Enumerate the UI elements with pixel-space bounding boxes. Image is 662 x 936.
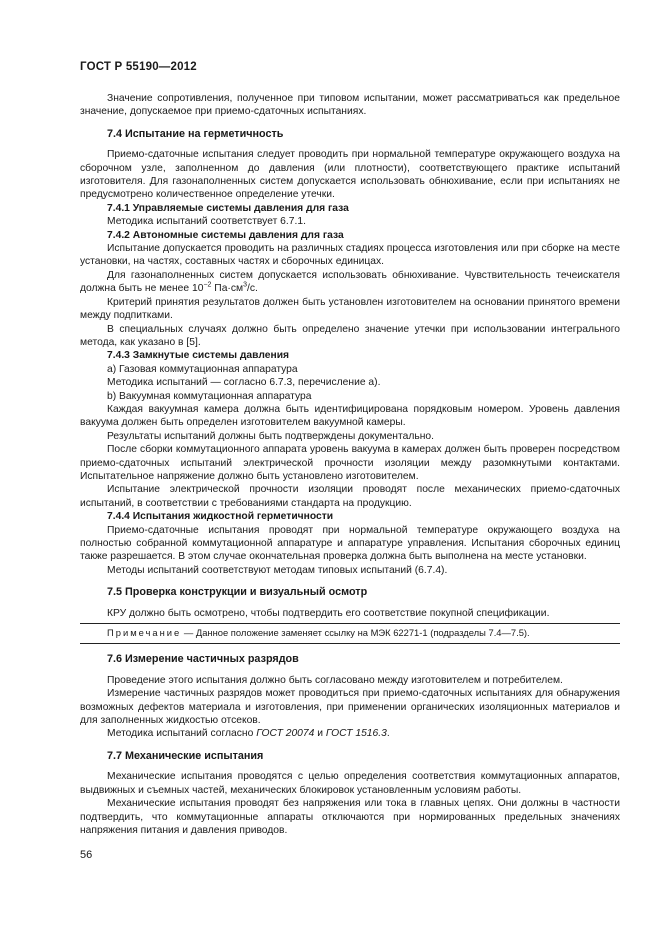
note-box	[80, 623, 620, 644]
subsection-heading: 7.4.3 Замкнутые системы давления	[107, 350, 290, 362]
paragraph-fragment: и	[314, 728, 326, 740]
paragraph: Испытание допускается проводить на различных стадиях процесса изготовления или при сборке на месте установки, на частях, составных частях и сборочных единицах.	[80, 243, 620, 268]
paragraph	[80, 269, 620, 296]
paragraph-fragment: /с.	[247, 283, 258, 295]
paragraph: В специальных случаях должно быть определено значение утечки при использовании интегрального метода, как указано в [5].	[80, 323, 620, 348]
paragraph-fragment: Методика испытаний согласно	[107, 728, 257, 740]
paragraph: КРУ должно быть осмотрено, чтобы подтвердить его соответствие покупной спецификации.	[107, 607, 550, 619]
paragraph: Результаты испытаний должны быть подтверждены документально.	[107, 430, 434, 442]
note-text	[80, 626, 620, 644]
paragraph: b) Вакуумная коммутационная аппаратура	[107, 390, 312, 402]
note-label: Примечание	[107, 627, 182, 639]
paragraph-fragment: 3	[243, 281, 247, 289]
paragraph: Приемо-сдаточные испытания проводят при нормальной температуре окружающего воздуха на полностью собранной коммутационной аппаратуре и аппаратуре управления. Испытания сборочных единиц также разрешается. В этом случае окончательная проверка должна быть выполнена на месте установки.	[80, 524, 620, 563]
paragraph: Каждая вакуумная камера должна быть идентифицирована порядковым номером. Уровень давления вакуума должен быть определен изготовителем вакуумной камеры.	[80, 403, 620, 429]
paragraph: Измерение частичных разрядов может проводиться при приемо-сдаточных испытаниях для обнаружения возможных дефектов материала и изготовления, при применении органических изоляционных материалов и для заполненных жидкостью отсеков.	[80, 688, 620, 727]
paragraph-fragment: −2	[203, 281, 212, 289]
paragraph: Механические испытания проводятся с целью определения соответствия коммутационных аппаратов, выдвижных и съемных частей, механических блокировок установленным условиям работы.	[80, 771, 620, 796]
paragraph-fragment: .	[386, 728, 390, 740]
paragraph: После сборки коммутационного аппарата уровень вакуума в камерах должен быть проверен посредством приемо-сдаточных испытаний электрической прочности изоляции между разомкнутыми контактами. Испытательное напряжение должно быть установлено изготовителем.	[80, 444, 620, 482]
subsection-heading: 7.4.1 Управляемые системы давления для газа	[107, 202, 349, 214]
document-header: ГОСТ Р 55190—2012	[80, 61, 197, 73]
standard-reference: ГОСТ 1516.3	[325, 728, 387, 740]
page-number: 56	[80, 849, 93, 861]
paragraph-fragment: Для газонаполненных систем допускается использовать обнюхивание. Чувствительность течеискателя должна быть не менее 10	[80, 269, 620, 295]
subsection-heading: 7.4.2 Автономные системы давления для газа	[107, 229, 344, 241]
paragraph-fragment: Па·см	[211, 283, 244, 295]
section-heading: 7.5 Проверка конструкции и визуальный осмотр	[107, 586, 368, 599]
paragraph: Проведение этого испытания должно быть согласовано между изготовителем и потребителем.	[107, 674, 563, 686]
paragraph: a) Газовая коммутационная аппаратура	[107, 363, 298, 375]
subsection-heading: 7.4.4 Испытания жидкостной герметичности	[107, 511, 334, 523]
standard-reference: ГОСТ 20074	[256, 728, 315, 740]
section-heading: 7.7 Механические испытания	[107, 749, 264, 762]
paragraph	[80, 727, 620, 740]
paragraph: Приемо-сдаточные испытания следует проводить при нормальной температуре окружающего воздуха на сборочном узле, заполненном до давления (или плотности), соответствующего практике испытаний изготовителя. Для газонаполненных систем допускается использовать обнюхивание, если при испытаниях не предусмотрено количественное определение утечки.	[80, 149, 620, 201]
paragraph: Механические испытания проводят без напряжения или тока в главных цепях. Они должны в частности подтвердить, что коммутационные аппараты отключаются при нормированных предельных значениях напряжения питания и давления приводов.	[80, 798, 620, 836]
section-heading: 7.6 Измерение частичных разрядов	[107, 653, 299, 666]
paragraph: Значение сопротивления, полученное при типовом испытании, может рассматриваться как предельное значение, допускаемое при приемо-сдаточных испытаниях.	[80, 93, 620, 118]
paragraph: Испытание электрической прочности изоляции проводят после механических приемо-сдаточных испытаний, в соответствии с требованиями стандарта на продукцию.	[80, 484, 620, 509]
note-body: — Данное положение заменяет ссылку на МЭК 62271-1 (подразделы 7.4—7.5).	[181, 627, 530, 639]
document-body	[80, 92, 620, 837]
paragraph: Методика испытаний соответствует 6.7.1.	[107, 216, 306, 228]
section-heading: 7.4 Испытание на герметичность	[107, 127, 284, 140]
paragraph: Методы испытаний соответствуют методам типовых испытаний (6.7.4).	[107, 564, 448, 576]
paragraph: Критерий принятия результатов должен быть установлен изготовителем на основании принятого времени между подпитками.	[80, 296, 620, 322]
paragraph: Методика испытаний — согласно 6.7.3, перечисление a).	[107, 377, 381, 389]
